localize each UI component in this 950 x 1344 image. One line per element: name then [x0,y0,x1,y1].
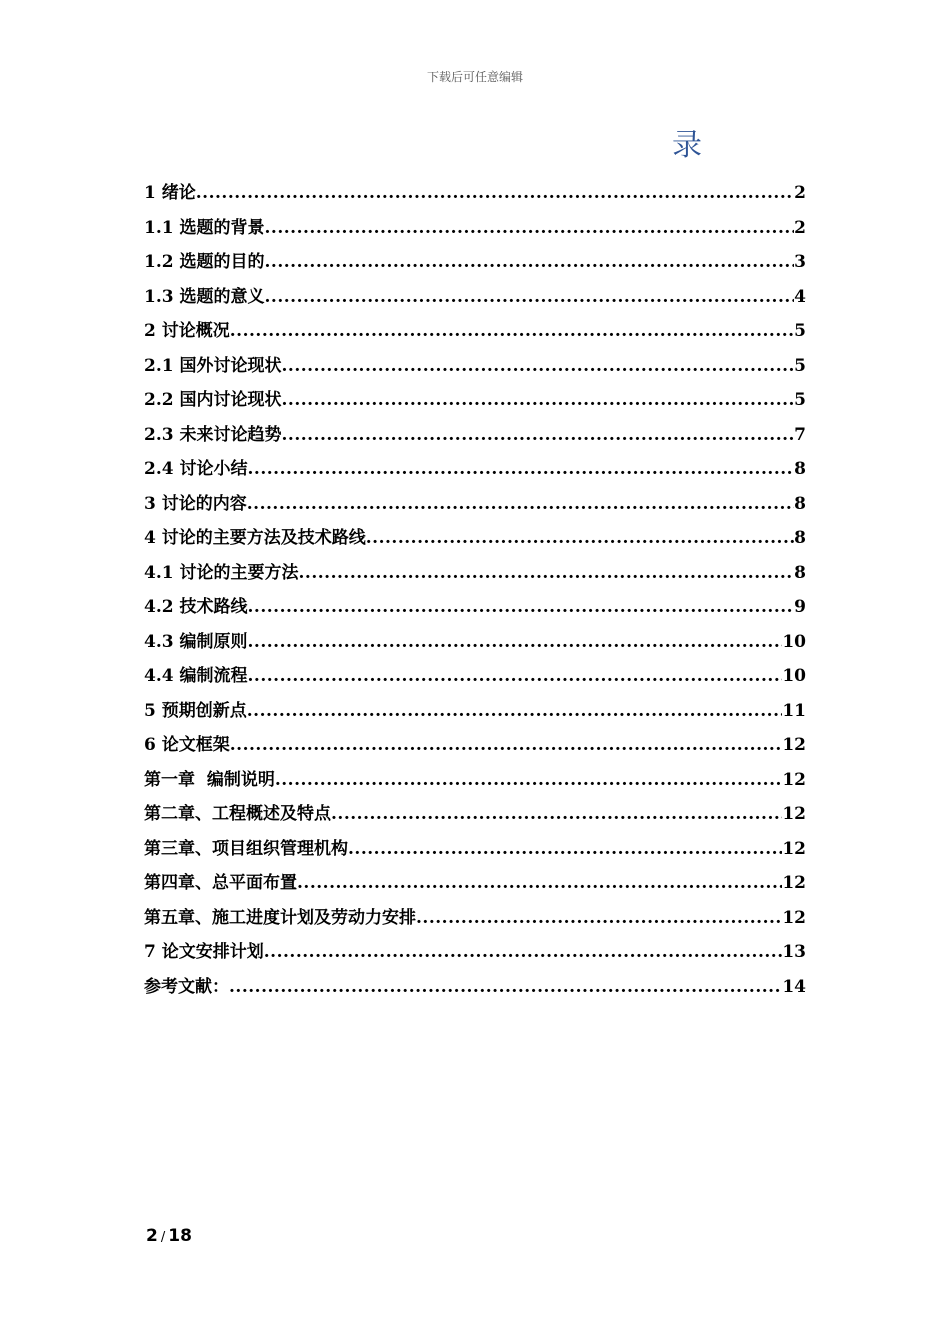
toc-leader-dots [247,694,783,729]
toc-entry-5[interactable] [144,694,806,729]
toc-entry-page: 5 [794,355,806,376]
toc-entry-page: 12 [782,838,806,859]
toc-leader-dots [348,832,782,867]
toc-entry-1-1[interactable] [144,211,806,246]
toc-entry-page: 9 [794,597,806,617]
toc-entry-label: 1.1 选题的背景 [144,217,265,238]
toc-entry-label: 4.1 讨论的主要方法 [144,562,299,583]
toc-entry-4-1[interactable] [144,556,806,591]
toc-entry-page: 12 [782,769,806,790]
toc-entry-label: 2.2 国内讨论现状 [144,390,282,410]
toc-leader-dots [282,349,795,384]
toc-entry-page: 7 [794,424,806,445]
page-number [146,1226,192,1246]
header-note: 下载后可任意编辑 [426,70,523,84]
toc-entry-label: 1.3 选题的意义 [144,286,265,307]
toc-title: 录 [672,128,704,163]
toc-entry-page: 8 [794,493,806,514]
toc-entry-page: 4 [794,286,806,307]
toc-entry-label: 参考文献： [144,976,229,997]
toc-leader-dots [248,625,783,660]
toc-entry-label: 5 预期创新点 [144,700,247,721]
toc-entry-label: 4.3 编制原则 [144,631,248,652]
toc-entry-label: 第五章、施工进度计划及劳动力安排 [144,907,416,928]
toc-entry-3[interactable] [144,487,806,522]
toc-entry-label: 第二章、工程概述及特点 [144,804,331,824]
toc-entry-label: 1 绪论 [144,183,196,203]
toc-entry-1-2[interactable] [144,245,806,280]
toc-entry-2-4[interactable] [144,452,806,487]
toc-entry-label: 4.4 编制流程 [144,666,248,686]
toc-entry-page: 8 [794,562,806,583]
toc-entry-label: 4 讨论的主要方法及技术路线 [144,528,366,548]
toc-leader-dots [265,280,795,315]
toc-leader-dots [265,245,795,280]
toc-entry-label: 第四章、总平面布置 [144,873,297,893]
toc-entry-page: 5 [794,390,806,410]
toc-entry-2-3[interactable] [144,418,806,453]
toc-entry-page: 8 [794,459,806,479]
toc-entry-label: 7 论文安排计划 [144,942,264,962]
toc-entry-page: 2 [794,217,806,238]
toc-entry-label: 4.2 技术路线 [144,597,248,617]
page-separator: / [160,1230,166,1245]
toc-entry-page: 11 [782,700,806,721]
toc-leader-dots [275,763,782,798]
toc-entry-4-3[interactable] [144,625,806,660]
toc-entry-page: 13 [782,942,806,962]
toc-leader-dots [366,521,794,556]
table-of-contents [144,176,806,1004]
toc-leader-dots [248,590,795,625]
toc-entry-label: 6 论文框架 [144,735,230,755]
toc-leader-dots [264,935,783,970]
toc-entry-page: 14 [782,976,806,997]
toc-entry-chapter-5[interactable] [144,901,806,936]
toc-leader-dots [282,418,795,453]
toc-leader-dots [230,728,783,763]
toc-leader-dots [299,556,795,591]
toc-entry-1[interactable] [144,176,806,211]
toc-entry-page: 12 [782,907,806,928]
toc-entry-chapter-3[interactable] [144,832,806,867]
toc-entry-label: 第三章、项目组织管理机构 [144,838,348,859]
toc-entry-page: 2 [794,183,806,203]
toc-entry-label: 2.4 讨论小结 [144,459,248,479]
toc-entry-page: 5 [794,321,806,341]
toc-entry-2[interactable] [144,314,806,349]
toc-leader-dots [247,487,794,522]
toc-entry-2-2[interactable] [144,383,806,418]
toc-entry-chapter-2[interactable] [144,797,806,832]
toc-leader-dots [282,383,795,418]
toc-leader-dots [230,314,794,349]
toc-entry-page: 12 [782,873,806,893]
toc-entry-page: 12 [782,735,806,755]
toc-entry-label: 2.1 国外讨论现状 [144,355,282,376]
toc-entry-page: 10 [782,631,806,652]
toc-entry-label: 第一章 编制说明 [144,769,275,790]
toc-leader-dots [331,797,782,832]
toc-entry-chapter-1[interactable] [144,763,806,798]
current-page: 2 [146,1226,158,1246]
toc-entry-6[interactable] [144,728,806,763]
toc-leader-dots [297,866,782,901]
toc-entry-label: 3 讨论的内容 [144,493,247,514]
toc-entry-2-1[interactable] [144,349,806,384]
toc-leader-dots [248,659,783,694]
toc-entry-references[interactable] [144,970,806,1005]
toc-entry-page: 10 [782,666,806,686]
toc-entry-4[interactable] [144,521,806,556]
toc-entry-label: 2.3 未来讨论趋势 [144,424,282,445]
toc-entry-label: 2 讨论概况 [144,321,230,341]
toc-entry-label: 1.2 选题的目的 [144,252,265,272]
toc-entry-1-3[interactable] [144,280,806,315]
total-pages: 18 [168,1226,192,1246]
toc-leader-dots [265,211,795,246]
toc-leader-dots [248,452,795,487]
toc-leader-dots [416,901,782,936]
toc-entry-chapter-4[interactable] [144,866,806,901]
toc-entry-page: 3 [794,252,806,272]
toc-leader-dots [229,970,782,1005]
toc-leader-dots [196,176,794,211]
toc-entry-page: 12 [782,804,806,824]
toc-entry-4-4[interactable] [144,659,806,694]
toc-entry-4-2[interactable] [144,590,806,625]
toc-entry-page: 8 [794,528,806,548]
toc-entry-7[interactable] [144,935,806,970]
